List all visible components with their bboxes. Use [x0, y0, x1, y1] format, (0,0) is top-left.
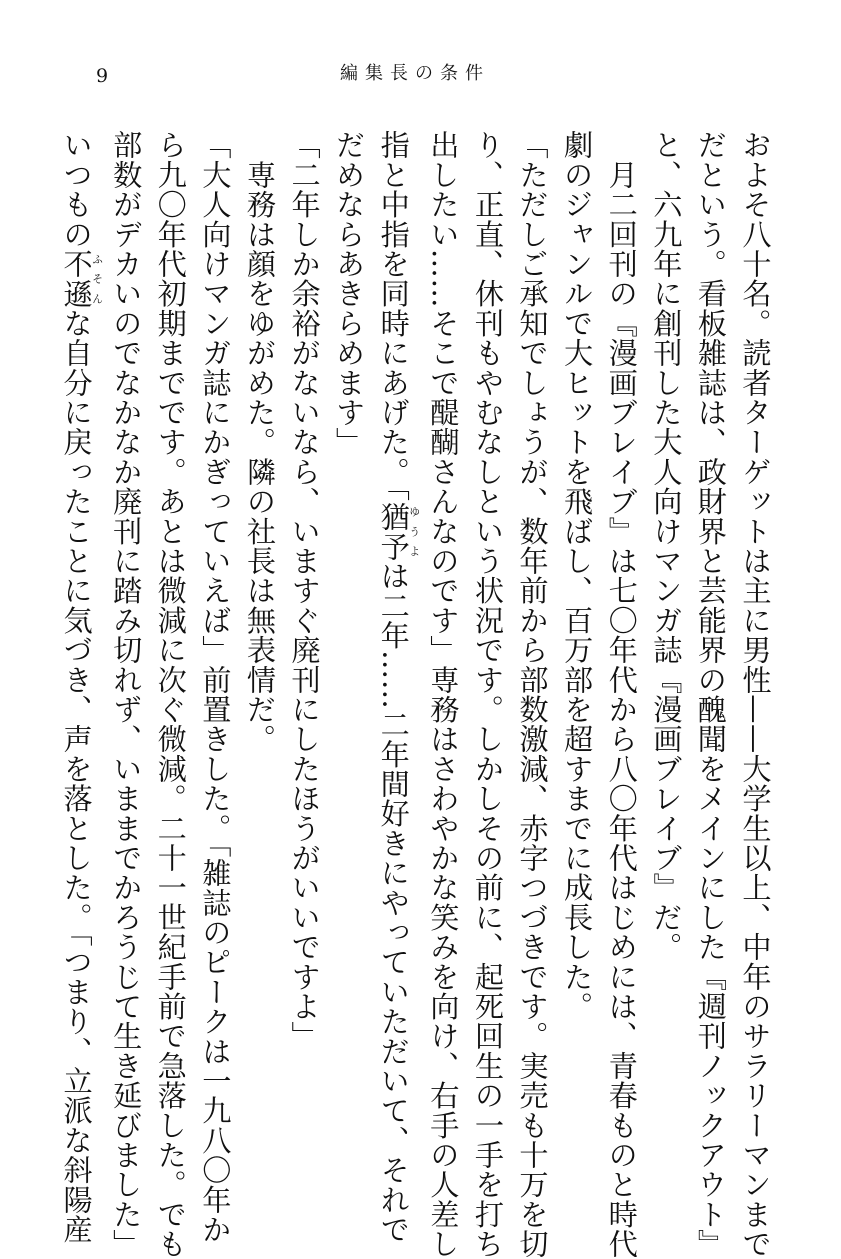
text-block: [54, 130, 778, 1259]
ruby-yuuyo: [376, 501, 421, 561]
body-line-12: 専務は顔をゆがめた。隣の社長は無表情だ。: [242, 130, 277, 754]
ruby-reading: ふそん: [90, 248, 104, 309]
ruby-prefix: 指と中指を同時にあげた。「: [376, 130, 411, 502]
ruby-reading: ゆうよ: [407, 501, 421, 561]
ruby-base: 猶予: [376, 501, 411, 561]
body-line-5: 劇のジャンルで大ヒットを飛ばし、百万部を超すまでに成長した。: [559, 130, 594, 1021]
body-line-3: と、六九年に創刊した大人向けマンガ誌『漫画ブレイブ』だ。: [648, 130, 683, 962]
body-line-15: 部数がデカいのでなかなか廃刊に踏み切れず、いままでかろうじて生き延びました」: [108, 130, 143, 1259]
body-line-7: り、正直、休刊もやむなしという状況です。しかしその前に、起死回生の一手を打ち: [470, 130, 505, 1259]
body-line-10: だめならあきらめます」: [331, 130, 366, 457]
body-line-1: およそ八十名。読者ターゲットは主に男性——大学生以上、中年のサラリーマンまで: [738, 130, 772, 1259]
body-line-8: 出したい……そこで醍醐さんなのです」専務はさわやかな笑みを向け、右手の人差し: [425, 130, 460, 1259]
body-line-16: [54, 130, 104, 1245]
ruby-prefix: いつもの: [59, 130, 94, 249]
running-title: 編集長の条件: [340, 63, 490, 84]
body-line-4: 月二回刊の『漫画ブレイブ』は七〇年代から八〇年代はじめには、青春ものと時代: [604, 130, 639, 1259]
body-line-11: 「二年しか余裕がないなら、いますぐ廃刊にしたほうがいいですよ」: [287, 130, 322, 1051]
ruby-suffix: は二年……二年間好きにやっていただいて、それで: [376, 560, 411, 1244]
body-line-9: [371, 130, 421, 1244]
body-line-6: 「ただしご承知でしょうが、数年前から部数激減、赤字つづきです。実売も十万を切: [515, 130, 550, 1259]
body-line-14: ら九〇年代初期までです。あとは微減に次ぐ微減。二十一世紀手前で急落した。でも: [153, 130, 188, 1259]
body-line-2: だという。看板雑誌は、政財界と芸能界の醜聞をメインにした『週刊ノックアウト』: [693, 130, 728, 1259]
body-line-13: 「大人向けマンガ誌にかぎっていえば」前置きした。「雑誌のピークは一九八〇年か: [197, 130, 232, 1244]
page-number: 9: [96, 65, 109, 87]
ruby-base: 不遜: [59, 248, 94, 309]
ruby-fuson: [59, 248, 104, 309]
ruby-suffix: な自分に戻ったことに気づき、声を落とした。「つまり、立派な斜陽産: [59, 308, 94, 1245]
